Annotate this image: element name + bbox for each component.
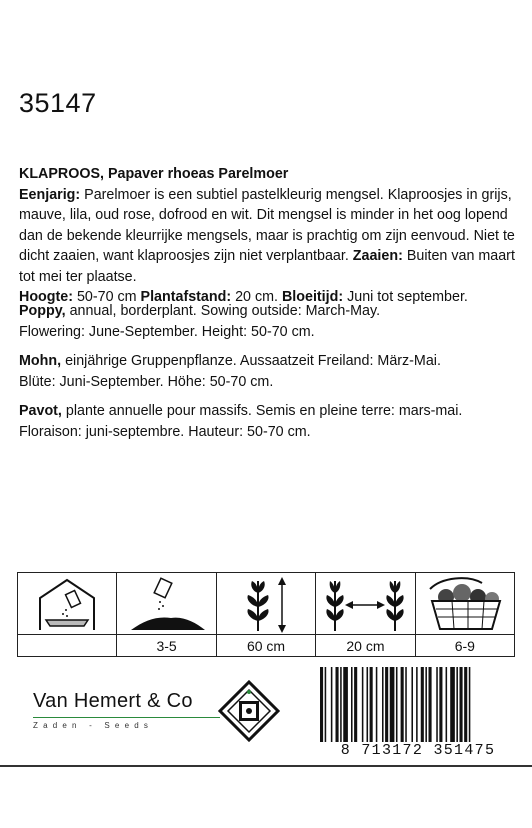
- harvest-basket-icon: [422, 575, 508, 633]
- en-lead: Poppy,: [19, 303, 66, 319]
- height-cell: [216, 573, 315, 656]
- fr-line1: plante annuelle pour massifs. Semis en pleine terre: mars-mai.: [61, 403, 463, 419]
- harvest-cell: [415, 573, 514, 656]
- nl-body: Parelmoer is een subtiel pastelkleurig mengsel. Klaproosjes in grijs, mauve, lila, oud rose, dofrood en wit. Dit mengsel is minder in het oog lopend dan de bekende kleurrijke mengsels, maar is prachtig om zijn eenvoud. Niet te dicht zaaien, want klaproosjes zijn niet verplantbaar.: [19, 186, 515, 264]
- barcode: [318, 667, 518, 742]
- outdoor-sowing-icon: [127, 576, 207, 632]
- brand-emblem-icon: [218, 680, 280, 742]
- nl-sow-label: Zaaien:: [352, 248, 403, 264]
- de-line1: einjährige Gruppenpflanze. Aussaatzeit Freiland: März-Mai.: [61, 353, 441, 369]
- nl-height-label: Hoogte:: [19, 289, 73, 305]
- greenhouse-sowing-icon: [32, 576, 102, 632]
- bottom-rule: [0, 765, 532, 767]
- nl-lead: Eenjarig:: [19, 186, 81, 203]
- de-lead: Mohn,: [19, 353, 62, 369]
- description-dutch: [19, 164, 519, 308]
- fr-line2: Floraison: juni-septembre. Hauteur: 50-70 cm.: [19, 423, 311, 440]
- brand-tagline: Zaden - Seeds: [33, 721, 154, 730]
- nl-height-text: 50-70 cm: [73, 289, 141, 305]
- nl-bloom-label: Bloeitijd:: [281, 289, 344, 305]
- product-code: 35147: [19, 88, 97, 118]
- product-title: KLAPROOS, Papaver rhoeas Parelmoer: [19, 166, 289, 182]
- spacing-cell: [315, 573, 414, 656]
- nl-spacing-label: Plantafstand:: [140, 289, 232, 305]
- greenhouse-label: [18, 635, 116, 658]
- nl-spacing-text: 20 cm.: [231, 289, 282, 305]
- fr-lead: Pavot,: [19, 403, 62, 419]
- height-label: 60 cm: [246, 638, 286, 654]
- nl-bloom-text: Juni tot september.: [343, 289, 468, 305]
- greenhouse-cell: [18, 573, 116, 656]
- de-line2: Blüte: Juni-September. Höhe: 50-70 cm.: [19, 373, 274, 390]
- plant-spacing-icon: [323, 575, 407, 633]
- description-english: [19, 301, 519, 342]
- en-line2: Flowering: June-September. Height: 50-70 cm.: [19, 323, 315, 340]
- barcode-digits: 8 713172 351475: [340, 742, 496, 759]
- nl-sow-text: Buiten van maart tot mei ter plaatse.: [19, 248, 515, 285]
- brand-underline: [33, 717, 220, 718]
- spacing-label: 20 cm: [346, 638, 385, 654]
- outdoor-cell: [116, 573, 215, 656]
- plant-height-icon: [236, 575, 296, 633]
- harvest-label: 6-9: [454, 638, 475, 654]
- sowing-icon-table: [17, 572, 515, 657]
- description-french: [19, 401, 519, 442]
- en-line1: annual, borderplant. Sowing outside: March-May.: [65, 303, 381, 319]
- brand-name: Van Hemert & Co: [33, 690, 193, 712]
- brand-logo: [33, 690, 220, 730]
- outdoor-label: 3-5: [156, 638, 177, 654]
- description-german: [19, 351, 519, 392]
